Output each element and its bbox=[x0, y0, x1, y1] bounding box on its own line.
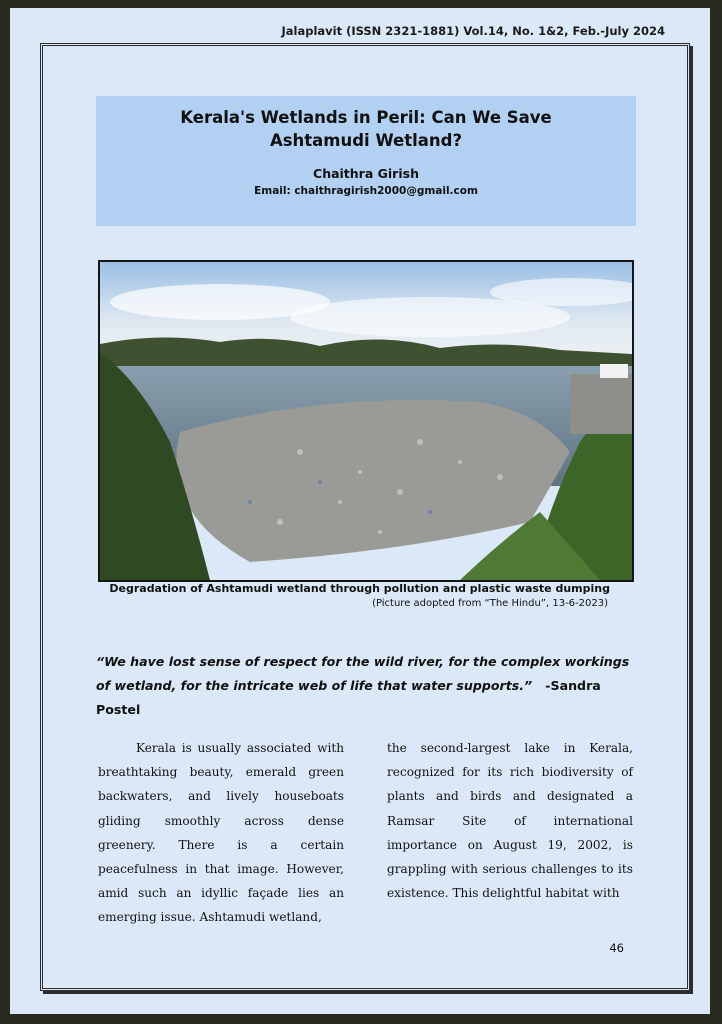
body-column-left: Kerala is usually associated with breathtaking beauty, emerald green backwaters, and lively houseboats gliding smoothly across dense greenery. There is a certain peacefulness in that image. However, amid such an idyllic façade lies an emerging issue. Ashtamudi wetland, bbox=[98, 741, 344, 925]
body-column-right: the second-largest lake in Kerala, recognized for its rich biodiversity of plants and birds and designated a Ramsar Site of international importance on August 19, 2002, is grappling with serious challenges to its existence. This delightful habitat with bbox=[387, 741, 633, 901]
author-email: Email: chaithragirish2000@gmail.com bbox=[254, 185, 478, 197]
quote-attribution: -Sandra Postel bbox=[96, 678, 601, 717]
page bbox=[10, 8, 710, 1014]
article-title: Kerala's Wetlands in Peril: Can We Save Ashtamudi Wetland? bbox=[180, 108, 552, 150]
title-box bbox=[96, 96, 636, 226]
epigraph-quote bbox=[96, 650, 636, 722]
journal-header: Jalaplavit (ISSN 2321-1881) Vol.14, No. 1&2, Feb.-July 2024 bbox=[281, 24, 665, 38]
quote-text: “We have lost sense of respect for the wild river, for the complex workings of wetland, for the intricate web of life that water supports.” bbox=[96, 654, 630, 693]
page-number: 46 bbox=[609, 941, 624, 955]
wetland-photo bbox=[98, 260, 634, 582]
figure-caption: Degradation of Ashtamudi wetland through pollution and plastic waste dumping bbox=[109, 582, 610, 595]
author-name: Chaithra Girish bbox=[313, 166, 419, 181]
figure-credit: (Picture adopted from “The Hindu”, 13-6-2023) bbox=[372, 598, 608, 609]
